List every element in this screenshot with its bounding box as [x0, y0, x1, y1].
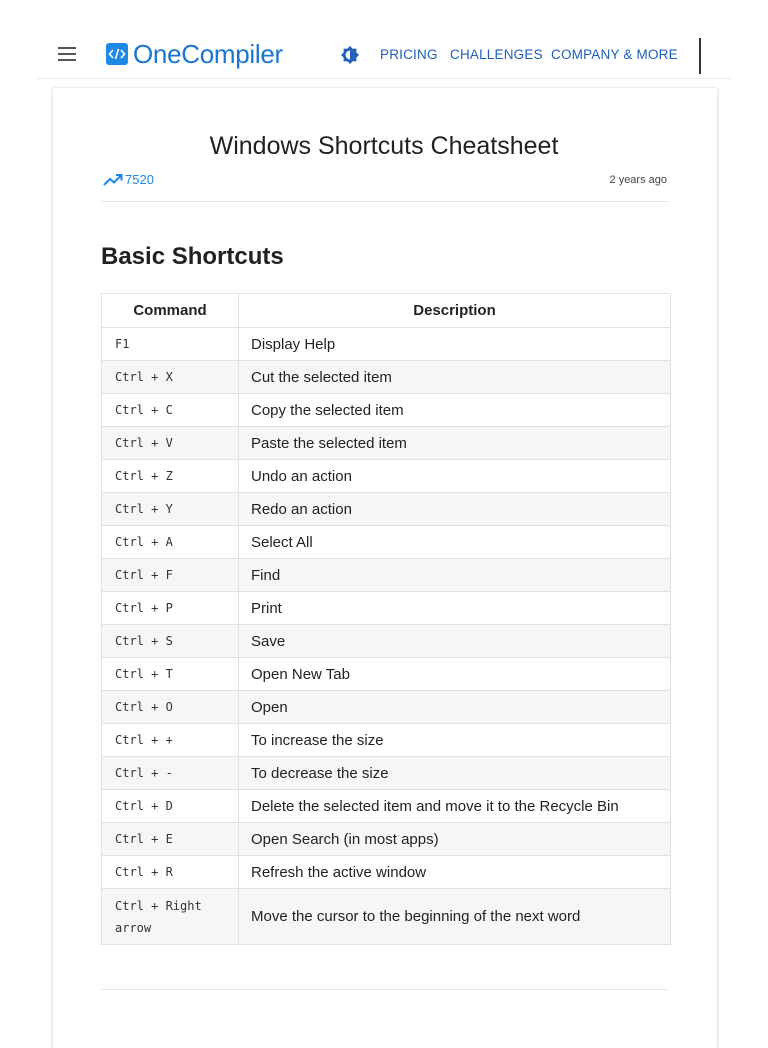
- table-row: [102, 889, 671, 945]
- shortcuts-table: [101, 293, 671, 945]
- title-divider: [101, 201, 669, 202]
- command-cell: Ctrl + E: [102, 823, 239, 856]
- nav-divider: [699, 38, 701, 74]
- code-brackets-icon: [106, 43, 128, 65]
- command-cell: Ctrl + P: [102, 592, 239, 625]
- description-cell: Select All: [239, 526, 671, 559]
- hamburger-menu-icon[interactable]: [58, 47, 78, 63]
- description-cell: Open: [239, 691, 671, 724]
- table-row: [102, 592, 671, 625]
- page-title: Windows Shortcuts Cheatsheet: [209, 132, 559, 160]
- trending-up-icon: [103, 174, 123, 186]
- brand-name: OneCompiler: [133, 39, 283, 69]
- command-cell: Ctrl + S: [102, 625, 239, 658]
- description-cell: To increase the size: [239, 724, 671, 757]
- header-divider: [36, 78, 732, 79]
- description-cell: Cut the selected item: [239, 361, 671, 394]
- command-cell: Ctrl + C: [102, 394, 239, 427]
- description-cell: Save: [239, 625, 671, 658]
- description-cell: Copy the selected item: [239, 394, 671, 427]
- table-row: [102, 361, 671, 394]
- description-cell: Redo an action: [239, 493, 671, 526]
- description-cell: To decrease the size: [239, 757, 671, 790]
- table-row: [102, 559, 671, 592]
- command-cell: Ctrl + T: [102, 658, 239, 691]
- table-row: [102, 658, 671, 691]
- bottom-divider: [101, 989, 669, 990]
- updated-time: 2 years ago: [609, 174, 667, 186]
- top-nav-bar: [0, 0, 768, 78]
- command-cell: Ctrl + R: [102, 856, 239, 889]
- description-cell: Open New Tab: [239, 658, 671, 691]
- nav-pricing[interactable]: PRICING: [380, 47, 438, 62]
- table-row: [102, 790, 671, 823]
- command-cell: Ctrl + -: [102, 757, 239, 790]
- table-row: [102, 757, 671, 790]
- table-header-row: [102, 294, 671, 328]
- theme-toggle-icon[interactable]: [341, 46, 359, 64]
- command-cell: Ctrl + Y: [102, 493, 239, 526]
- column-header-description: Description: [239, 294, 671, 328]
- command-cell: Ctrl + Z: [102, 460, 239, 493]
- table-row: [102, 427, 671, 460]
- description-cell: Print: [239, 592, 671, 625]
- table-row: [102, 328, 671, 361]
- description-cell: Delete the selected item and move it to the Recycle Bin: [239, 790, 671, 823]
- command-cell: Ctrl + Right arrow: [102, 889, 239, 945]
- command-cell: Ctrl + A: [102, 526, 239, 559]
- section-heading: Basic Shortcuts: [101, 243, 284, 270]
- table-row: [102, 625, 671, 658]
- table-row: [102, 724, 671, 757]
- description-cell: Undo an action: [239, 460, 671, 493]
- description-cell: Open Search (in most apps): [239, 823, 671, 856]
- command-cell: Ctrl + F: [102, 559, 239, 592]
- description-cell: Refresh the active window: [239, 856, 671, 889]
- nav-challenges[interactable]: CHALLENGES: [450, 47, 543, 62]
- table-row: [102, 394, 671, 427]
- table-row: [102, 526, 671, 559]
- command-cell: Ctrl + D: [102, 790, 239, 823]
- table-row: [102, 691, 671, 724]
- table-row: [102, 493, 671, 526]
- command-cell: Ctrl + O: [102, 691, 239, 724]
- column-header-command: Command: [102, 294, 239, 328]
- views-count: [103, 172, 154, 187]
- command-cell: Ctrl + V: [102, 427, 239, 460]
- nav-company-more[interactable]: COMPANY & MORE: [551, 47, 678, 62]
- description-cell: Display Help: [239, 328, 671, 361]
- description-cell: Find: [239, 559, 671, 592]
- brand-logo[interactable]: [106, 41, 283, 67]
- table-row: [102, 460, 671, 493]
- views-number: 7520: [125, 172, 154, 187]
- table-row: [102, 856, 671, 889]
- command-cell: Ctrl + X: [102, 361, 239, 394]
- command-cell: Ctrl + +: [102, 724, 239, 757]
- table-row: [102, 823, 671, 856]
- description-cell: Paste the selected item: [239, 427, 671, 460]
- description-cell: Move the cursor to the beginning of the next word: [239, 889, 671, 945]
- command-cell: F1: [102, 328, 239, 361]
